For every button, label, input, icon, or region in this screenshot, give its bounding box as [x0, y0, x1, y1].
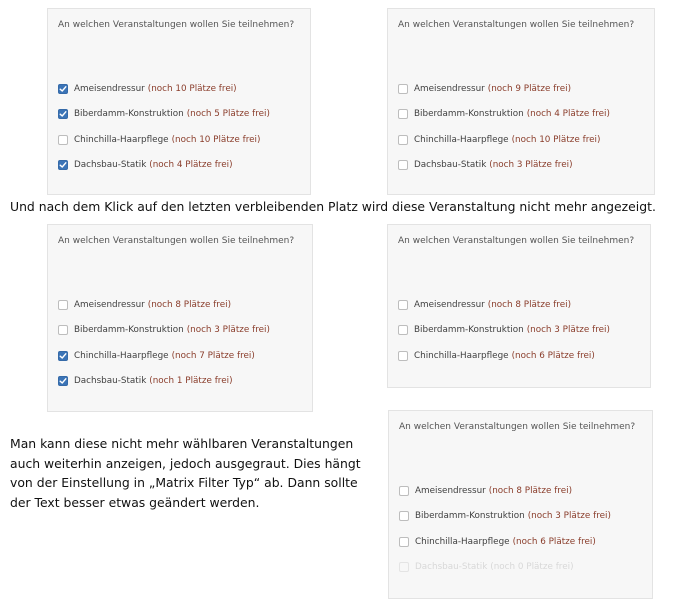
signup-form-panel-3 [47, 224, 313, 412]
event-name: Biberdamm-Konstruktion [415, 511, 525, 521]
event-name: Chinchilla-Haarpflege [415, 537, 510, 547]
event-name: Biberdamm-Konstruktion [414, 325, 524, 335]
event-option[interactable] [58, 376, 233, 386]
checkbox[interactable] [58, 351, 68, 361]
signup-form-panel-2 [387, 8, 655, 195]
checkmark-icon [59, 110, 67, 118]
checkmark-icon [59, 161, 67, 169]
seats-available: (noch 10 Plätze frei) [511, 135, 601, 145]
checkmark-icon [59, 85, 67, 93]
event-name: Chinchilla-Haarpflege [74, 135, 169, 145]
seats-available: (noch 10 Plätze frei) [147, 84, 237, 94]
checkbox[interactable] [398, 109, 408, 119]
event-name: Ameisendressur [414, 84, 485, 94]
checkbox[interactable] [58, 325, 68, 335]
event-name: Chinchilla-Haarpflege [74, 351, 169, 361]
signup-form-panel-5 [388, 410, 653, 599]
event-name: Ameisendressur [415, 486, 486, 496]
seats-available: (noch 6 Plätze frei) [511, 351, 595, 361]
form-question: An welchen Veranstaltungen wollen Sie teilnehmen? [399, 422, 636, 432]
event-option[interactable] [398, 109, 610, 119]
form-question: An welchen Veranstaltungen wollen Sie teilnehmen? [398, 20, 635, 30]
checkbox[interactable] [58, 376, 68, 386]
seats-available: (noch 8 Plätze frei) [488, 486, 573, 496]
form-question: An welchen Veranstaltungen wollen Sie teilnehmen? [58, 20, 295, 30]
checkbox[interactable] [58, 135, 68, 145]
event-name: Dachsbau-Statik [415, 562, 488, 572]
signup-form-panel-1 [47, 8, 311, 195]
seats-available: (noch 0 Plätze frei) [490, 562, 574, 572]
event-option[interactable] [398, 325, 610, 335]
caption-after-click: Und nach dem Klick auf den letzten verbleibenden Platz wird diese Veranstaltung nicht mehr angezeigt. [10, 199, 656, 214]
seats-available: (noch 10 Plätze frei) [171, 135, 261, 145]
event-name: Dachsbau-Statik [414, 160, 487, 170]
checkbox[interactable] [58, 109, 68, 119]
event-option[interactable] [58, 84, 237, 94]
event-option[interactable] [58, 135, 260, 145]
checkbox [399, 562, 409, 572]
checkbox[interactable] [398, 84, 408, 94]
event-option [399, 562, 574, 572]
seats-available: (noch 4 Plätze frei) [149, 160, 233, 170]
event-name: Chinchilla-Haarpflege [414, 351, 509, 361]
event-option[interactable] [58, 300, 231, 310]
seats-available: (noch 7 Plätze frei) [171, 351, 255, 361]
seats-available: (noch 1 Plätze frei) [149, 376, 233, 386]
event-option[interactable] [58, 351, 255, 361]
checkbox[interactable] [58, 84, 68, 94]
checkbox[interactable] [399, 537, 409, 547]
checkbox[interactable] [399, 511, 409, 521]
checkbox[interactable] [399, 486, 409, 496]
event-name: Ameisendressur [414, 300, 485, 310]
seats-available: (noch 5 Plätze frei) [186, 109, 270, 119]
checkbox[interactable] [398, 160, 408, 170]
seats-available: (noch 4 Plätze frei) [526, 109, 610, 119]
checkmark-icon [59, 352, 67, 360]
checkbox[interactable] [398, 135, 408, 145]
caption-greyed-out: Man kann diese nicht mehr wählbaren Veranstaltungen auch weiterhin anzeigen, jedoch ausgegraut. Dies hängt von der Einstellung in „Matrix Filter Typ“ ab. Dann sollte der Text besser etwas geändert werden. [10, 436, 361, 510]
checkbox[interactable] [58, 300, 68, 310]
event-option[interactable] [398, 160, 573, 170]
seats-available: (noch 3 Plätze frei) [186, 325, 270, 335]
seats-available: (noch 3 Plätze frei) [527, 511, 611, 521]
seats-available: (noch 3 Plätze frei) [526, 325, 610, 335]
event-option[interactable] [398, 351, 595, 361]
seats-available: (noch 6 Plätze frei) [512, 537, 596, 547]
event-name: Biberdamm-Konstruktion [414, 109, 524, 119]
event-name: Dachsbau-Statik [74, 160, 147, 170]
checkbox[interactable] [398, 300, 408, 310]
event-name: Ameisendressur [74, 300, 145, 310]
seats-available: (noch 3 Plätze frei) [489, 160, 573, 170]
form-question: An welchen Veranstaltungen wollen Sie teilnehmen? [58, 236, 295, 246]
event-option[interactable] [399, 511, 611, 521]
event-option[interactable] [399, 537, 596, 547]
event-option[interactable] [58, 325, 270, 335]
checkmark-icon [59, 377, 67, 385]
seats-available: (noch 9 Plätze frei) [487, 84, 572, 94]
event-name: Biberdamm-Konstruktion [74, 109, 184, 119]
event-name: Dachsbau-Statik [74, 376, 147, 386]
seats-available: (noch 8 Plätze frei) [147, 300, 232, 310]
form-question: An welchen Veranstaltungen wollen Sie teilnehmen? [398, 236, 635, 246]
event-option[interactable] [398, 135, 600, 145]
signup-form-panel-4 [387, 224, 651, 388]
seats-available: (noch 8 Plätze frei) [487, 300, 572, 310]
event-option[interactable] [398, 84, 571, 94]
checkbox[interactable] [398, 325, 408, 335]
event-option[interactable] [398, 300, 571, 310]
event-name: Chinchilla-Haarpflege [414, 135, 509, 145]
event-option[interactable] [399, 486, 572, 496]
event-name: Biberdamm-Konstruktion [74, 325, 184, 335]
event-option[interactable] [58, 160, 233, 170]
checkbox[interactable] [398, 351, 408, 361]
event-option[interactable] [58, 109, 270, 119]
checkbox[interactable] [58, 160, 68, 170]
event-name: Ameisendressur [74, 84, 145, 94]
